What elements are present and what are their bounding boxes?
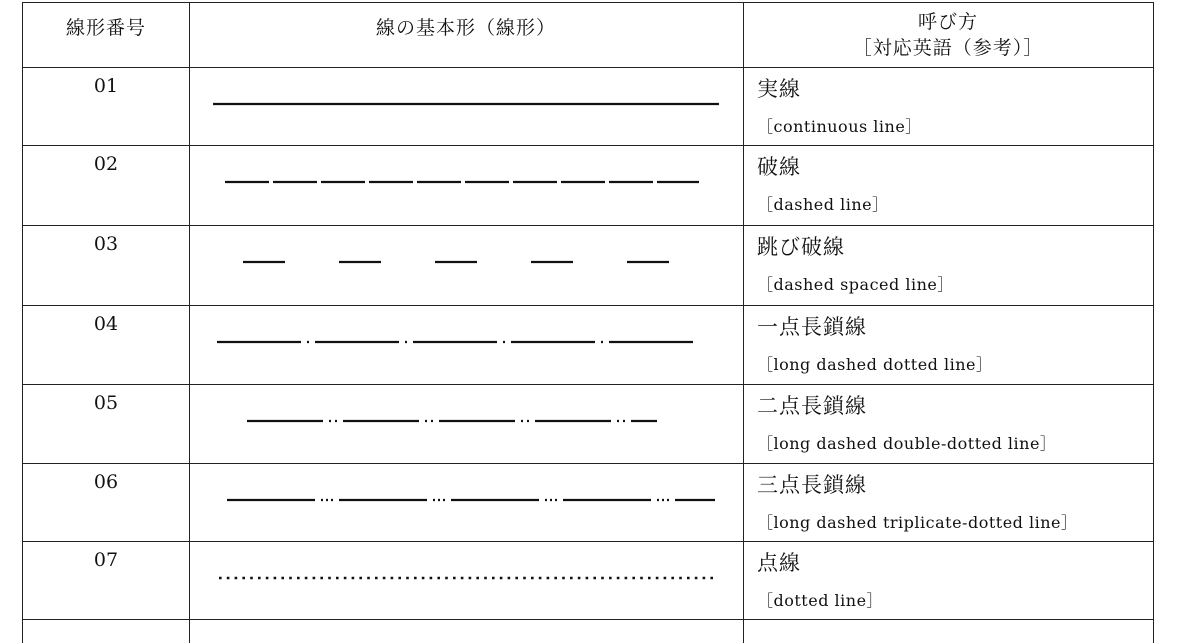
line-sample-long-dash-triple-dot (191, 485, 743, 515)
linetype-table (22, 2, 1154, 643)
line-name-english: ［long dashed triplicate-dotted line］ (757, 513, 1078, 532)
header-shape: 線の基本形（線形） (375, 17, 556, 39)
row-divider (23, 384, 1153, 385)
line-name-english: ［dashed spaced line］ (757, 275, 954, 294)
line-name-english: ［long dashed double-dotted line］ (757, 434, 1057, 453)
row-number: 05 (93, 392, 119, 414)
line-name-japanese: 三点長鎖線 (757, 473, 867, 497)
line-sample-dotted (191, 563, 743, 593)
row-divider (23, 463, 1153, 464)
line-sample-long-dash-double-dot (191, 406, 743, 436)
line-sample-continuous (191, 89, 743, 119)
row-divider (23, 67, 1153, 68)
line-name-japanese: 実線 (757, 77, 801, 101)
line-name-english: ［dotted line］ (757, 591, 884, 610)
row-number: 03 (93, 233, 119, 255)
line-sample-long-dash-dot (191, 327, 743, 357)
row-number: 06 (93, 471, 119, 493)
line-name-japanese: 跳び破線 (757, 235, 845, 259)
line-name-japanese: 二点長鎖線 (757, 394, 867, 418)
header-name-line1: 呼び方 (917, 11, 978, 33)
line-sample-dashed-spaced (191, 247, 743, 277)
row-number: 01 (93, 75, 119, 97)
row-divider (23, 619, 1153, 620)
line-name-english: ［long dashed dotted line］ (757, 355, 993, 374)
row-divider (23, 541, 1153, 542)
column-divider (189, 3, 190, 643)
line-name-english: ［dashed line］ (757, 195, 889, 214)
row-divider (23, 225, 1153, 226)
line-name-japanese: 点線 (757, 551, 801, 575)
header-number: 線形番号 (65, 17, 146, 39)
row-divider (23, 305, 1153, 306)
row-number: 04 (93, 313, 119, 335)
header-name-line2: ［対応英語（参考）］ (852, 37, 1044, 59)
column-divider (743, 3, 744, 643)
row-divider (23, 145, 1153, 146)
row-number: 07 (93, 549, 119, 571)
row-number: 02 (93, 153, 119, 175)
line-name-english: ［continuous line］ (757, 117, 922, 136)
line-name-japanese: 一点長鎖線 (757, 315, 867, 339)
line-name-japanese: 破線 (757, 155, 801, 179)
line-sample-dashed (191, 167, 743, 197)
